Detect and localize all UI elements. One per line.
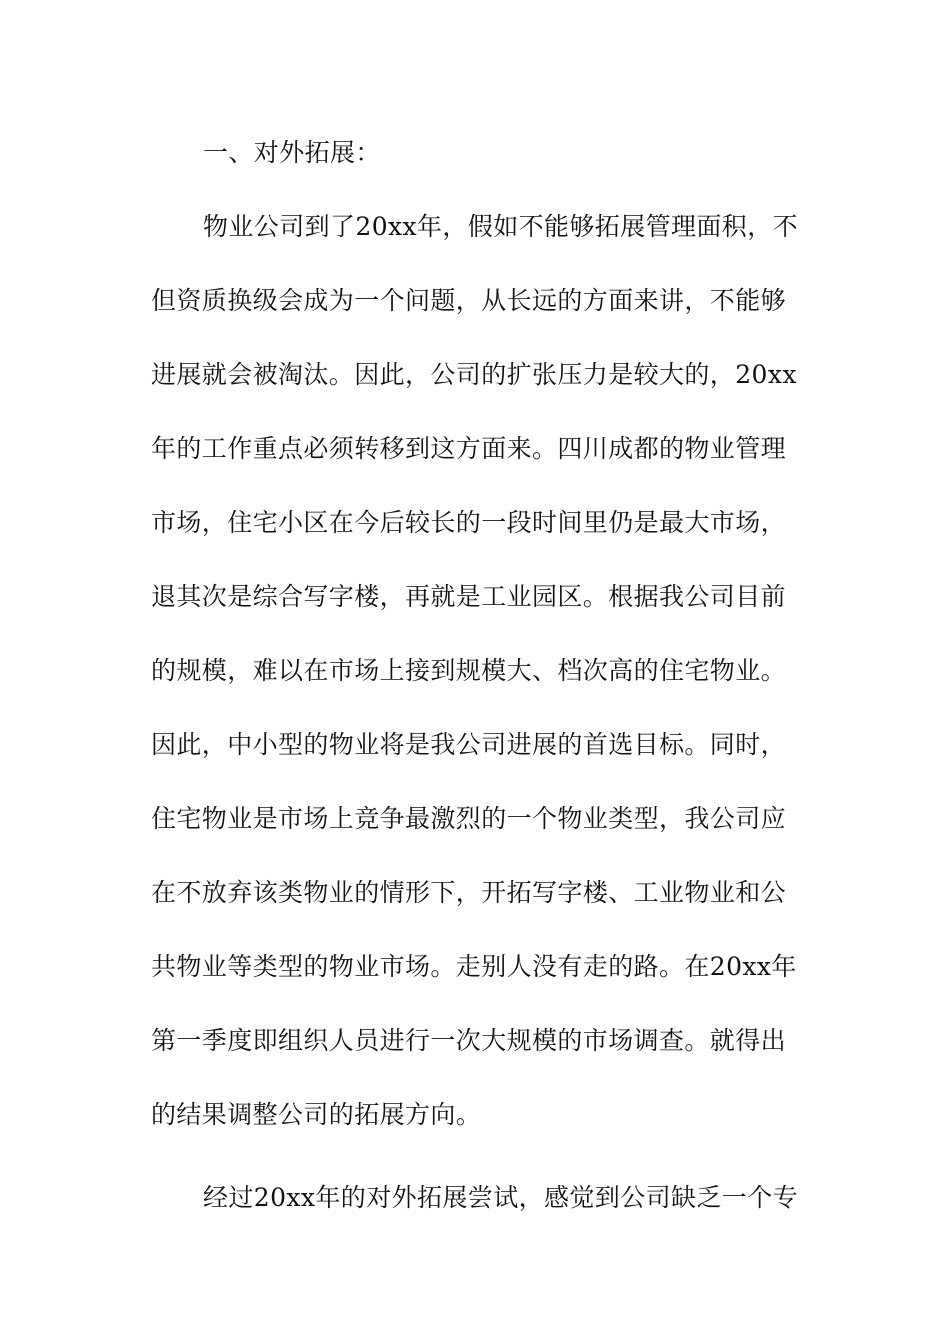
paragraph-line: 的结果调整公司的拓展方向。 bbox=[151, 1100, 482, 1129]
paragraph-line: 第一季度即组织人员进行一次大规模的市场调查。就得出 bbox=[151, 1026, 787, 1055]
paragraph-line: 住宅物业是市场上竞争最激烈的一个物业类型，我公司应 bbox=[151, 804, 787, 833]
paragraph-line: 因此，中小型的物业将是我公司进展的首选目标。同时， bbox=[151, 730, 787, 759]
section-heading: 一、对外拓展： bbox=[203, 138, 381, 167]
paragraph-line: 在不放弃该类物业的情形下，开拓写字楼、工业物业和公 bbox=[151, 878, 787, 907]
paragraph-line: 物业公司到了20xx年，假如不能够拓展管理面积，不 bbox=[203, 212, 799, 241]
paragraph-line: 但资质换级会成为一个问题，从长远的方面来讲，不能够 bbox=[151, 286, 787, 315]
paragraph-line: 年的工作重点必须转移到这方面来。四川成都的物业管理 bbox=[151, 434, 787, 463]
paragraph-line: 市场，住宅小区在今后较长的一段时间里仍是最大市场， bbox=[151, 508, 787, 537]
paragraph-line: 进展就会被淘汰。因此，公司的扩张压力是较大的，20xx bbox=[151, 360, 797, 389]
paragraph-line: 共物业等类型的物业市场。走别人没有走的路。在20xx年 bbox=[151, 952, 797, 981]
paragraph-line: 退其次是综合写字楼，再就是工业园区。根据我公司目前 bbox=[151, 582, 787, 611]
paragraph-line: 的规模，难以在市场上接到规模大、档次高的住宅物业。 bbox=[151, 656, 787, 685]
paragraph-line: 经过20xx年的对外拓展尝试，感觉到公司缺乏一个专 bbox=[203, 1183, 799, 1212]
